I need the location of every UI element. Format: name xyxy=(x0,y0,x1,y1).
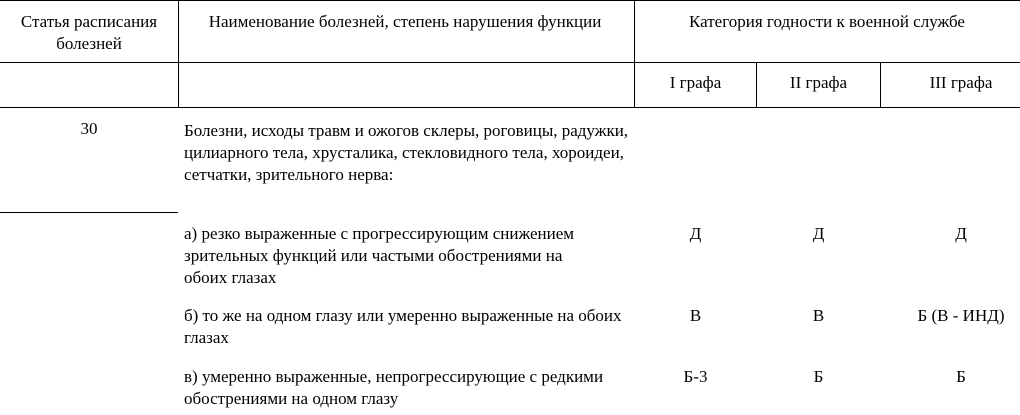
header-graph-2: II графа xyxy=(789,73,848,92)
header-article: Статья расписания болезней xyxy=(20,12,158,53)
row-b-graph-2: В xyxy=(812,306,825,325)
disease-intro: Болезни, исходы травм и ожогов склеры, роговицы, радужки, цилиарного тела, хрусталика, стекловидного тела, хороидеи, сетчатки, зрительного нерва: xyxy=(184,121,629,184)
header-graph-1: I графа xyxy=(669,73,722,92)
row-a-text: а) резко выраженные с прогрессирующим снижением зрительных функций или частыми обострениями на обоих глазах xyxy=(184,224,575,287)
row-a-graph-3: Д xyxy=(955,224,967,243)
row-b-text: б) то же на одном глазу или умеренно выраженные на обоих глазах xyxy=(184,306,622,347)
col-divider-1 xyxy=(178,0,179,108)
row-b-graph-1: В xyxy=(689,306,702,325)
header-disease-name: Наименование болезней, степень нарушения функции xyxy=(208,12,602,31)
table-top-border xyxy=(0,0,1020,1)
row-c-graph-1: Б-3 xyxy=(683,367,708,386)
header-divider xyxy=(634,62,1020,63)
header-graph-3: III графа xyxy=(929,73,993,92)
row-a-graph-1: Д xyxy=(689,224,702,243)
row-c-graph-3: Б xyxy=(956,367,966,386)
row-c-text: в) умеренно выраженные, непрогрессирующие с редкими обострениями на одном глазу xyxy=(184,367,604,408)
row-b-graph-3: Б (В - ИНД) xyxy=(917,306,1005,325)
row-c-graph-2: Б xyxy=(813,367,824,386)
article-number: 30 xyxy=(80,119,98,138)
header-left-divider xyxy=(0,62,634,63)
header-category: Категория годности к военной службе xyxy=(689,12,965,31)
article-cell-bottom xyxy=(0,212,178,213)
row-a-graph-2: Д xyxy=(812,224,825,243)
header-bottom-border xyxy=(0,107,1020,108)
